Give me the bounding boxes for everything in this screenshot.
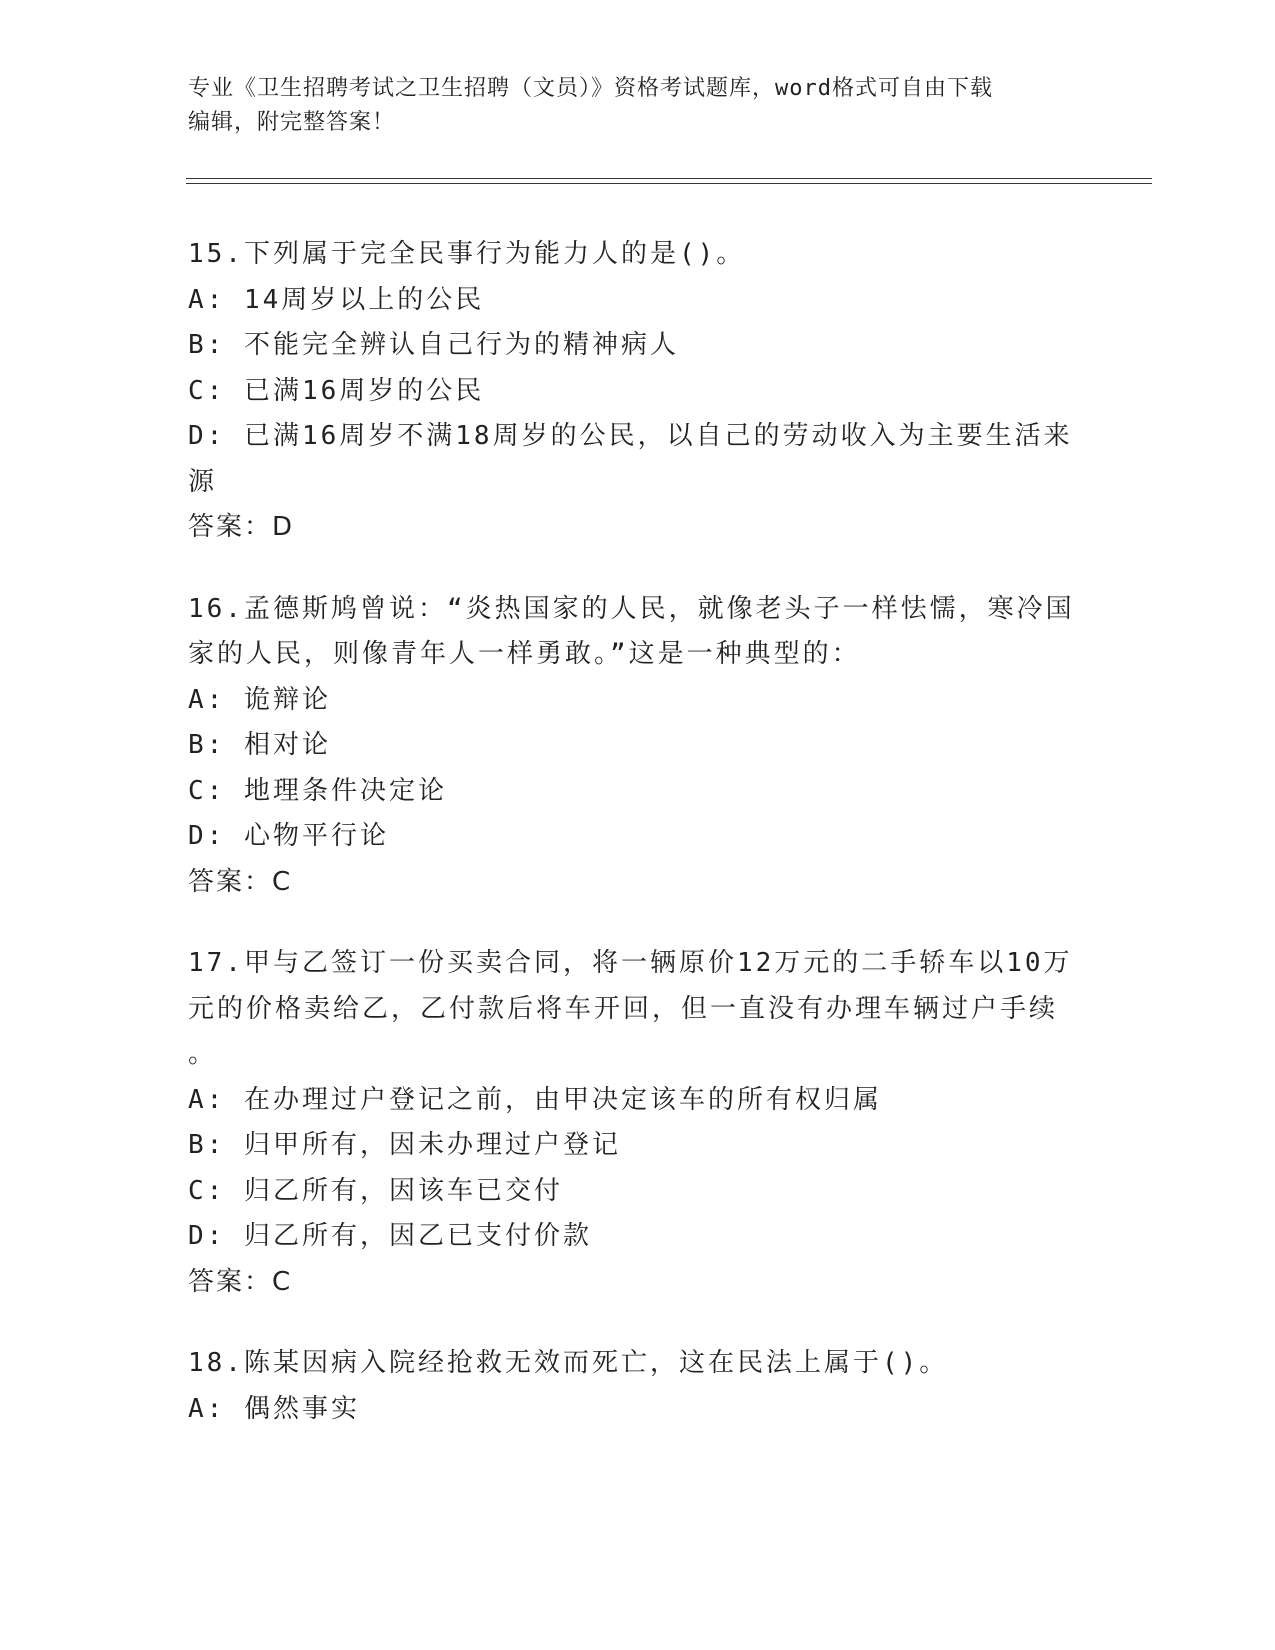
header-line-1: 专业《卫生招聘考试之卫生招聘（文员）》资格考试题库，word格式可自由下载 — [188, 76, 993, 101]
question-stem-line: 15.下列属于完全民事行为能力人的是()。 — [188, 239, 746, 269]
answer-line: 答案：D — [188, 512, 295, 542]
question-stem-line: 元的价格卖给乙，乙付款后将车开回，但一直没有办理车辆过户手续 — [188, 993, 1059, 1024]
option-line: A: 偶然事实 — [188, 1393, 360, 1424]
option-line: B: 归甲所有，因未办理过户登记 — [188, 1130, 621, 1160]
option-line: A: 在办理过户登记之前，由甲决定该车的所有权归属 — [188, 1084, 882, 1115]
option-line: C: 归乙所有，因该车已交付 — [188, 1175, 563, 1206]
question-stem-line: 16.孟德斯鸠曾说：“炎热国家的人民，就像老头子一样怯懦，寒冷国 — [188, 593, 1075, 624]
question-stem-line: 。 — [188, 1039, 218, 1069]
document-header — [188, 72, 1068, 140]
question-list — [188, 232, 1088, 1468]
option-line: A: 14周岁以上的公民 — [188, 284, 485, 315]
question-block — [188, 587, 1088, 906]
question-stem-line: 家的人民，则像青年人一样勇敢。”这是一种典型的： — [188, 639, 861, 669]
header-divider-top — [186, 178, 1152, 179]
question-block — [188, 941, 1088, 1305]
option-line: D: 归乙所有，因乙已支付价款 — [188, 1221, 592, 1251]
answer-line: 答案：C — [188, 1266, 293, 1297]
option-line: A: 诡辩论 — [188, 684, 331, 715]
answer-line: 答案：C — [188, 866, 293, 897]
option-line: C: 地理条件决定论 — [188, 775, 447, 806]
option-line: B: 不能完全辨认自己行为的精神病人 — [188, 330, 679, 360]
question-stem-line: 17.甲与乙签订一份买卖合同，将一辆原价12万元的二手轿车以10万 — [188, 948, 1073, 978]
header-divider-bottom — [186, 183, 1152, 184]
option-line: B: 相对论 — [188, 730, 331, 760]
question-block — [188, 1341, 1088, 1432]
option-line: D: 已满16周岁不满18周岁的公民，以自己的劳动收入为主要生活来 — [188, 421, 1073, 451]
question-stem-line: 18.陈某因病入院经抢救无效而死亡，这在民法上属于()。 — [188, 1348, 949, 1378]
option-line: 源 — [188, 466, 218, 497]
header-line-2: 编辑，附完整答案！ — [188, 110, 396, 135]
option-line: C: 已满16周岁的公民 — [188, 375, 485, 406]
option-line: D: 心物平行论 — [188, 821, 389, 851]
question-block — [188, 232, 1088, 551]
